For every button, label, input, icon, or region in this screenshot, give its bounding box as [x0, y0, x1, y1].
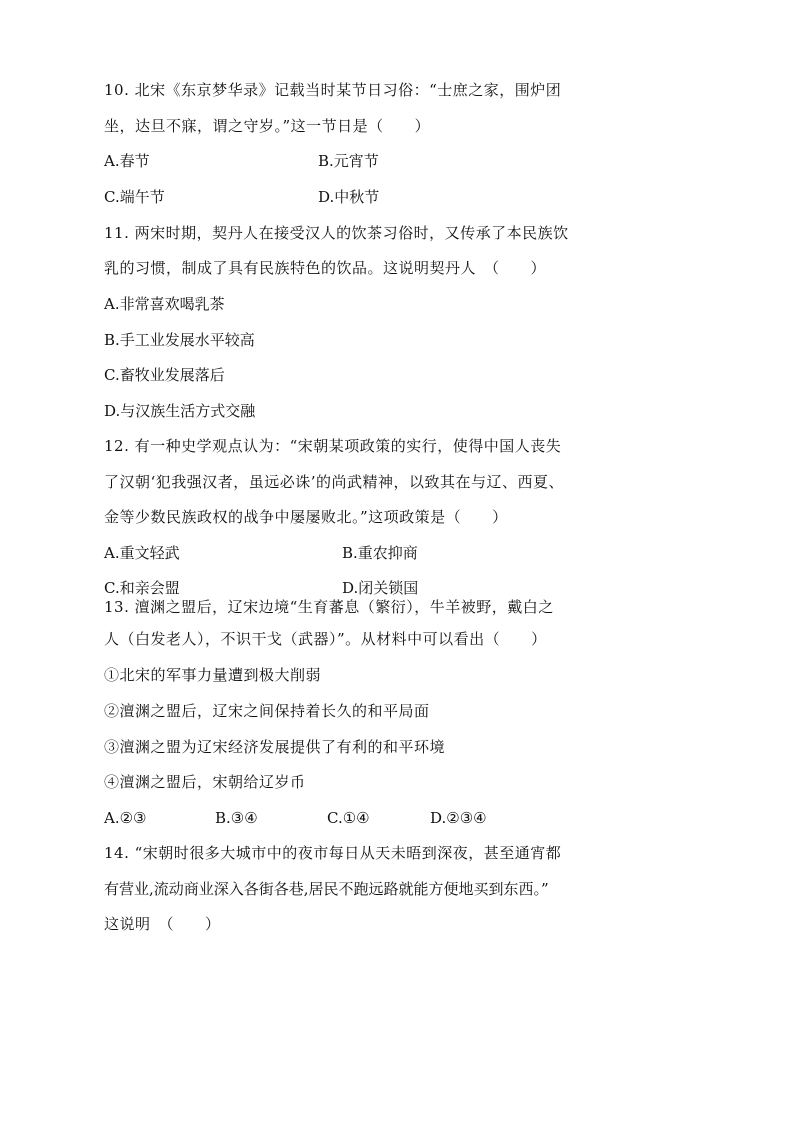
q13-stem-line-2: 人（白发老人），不识干戈（武器）”。从材料中可以看出（ ） [104, 630, 547, 648]
q13-statement-4: ④澶渊之盟后，宋朝给辽岁币 [104, 773, 306, 791]
q13-option-a: A.②③ [104, 809, 147, 827]
q11-option-d: D.与汉族生活方式交融 [104, 402, 256, 420]
q14-stem-line-3: 这说明 （ ） [104, 915, 221, 933]
q12-option-d: D.闭关锁国 [342, 579, 419, 597]
q14-stem-line-2: 有营业,流动商业深入各街各巷,居民不跑远路就能方便地买到东西。” [104, 880, 549, 898]
q12-option-b: B.重农抑商 [342, 544, 418, 562]
q13-option-b: B.③④ [215, 809, 258, 827]
q11-option-c: C.畜牧业发展落后 [104, 366, 225, 384]
q12-stem-line-3: 金等少数民族政权的战争中屡屡败北。”这项政策是（ ） [104, 508, 508, 526]
q13-statement-2: ②澶渊之盟后，辽宋之间保持着长久的和平局面 [104, 702, 430, 720]
q10-option-c: C.端午节 [104, 188, 165, 206]
q11-stem-line-1: 11. 两宋时期，契丹人在接受汉人的饮茶习俗时，又传承了本民族饮 [104, 224, 569, 242]
q12-stem-line-2: 了汉朝‘犯我强汉者，虽远必诛’的尚武精神，以致其在与辽、西夏、 [104, 473, 565, 491]
q10-option-d: D.中秋节 [318, 188, 380, 206]
q10-option-b: B.元宵节 [318, 152, 379, 170]
q10-stem-line-2: 坐，达旦不寐，谓之守岁。”这一节日是（ ） [104, 117, 431, 135]
q12-option-a: A.重文轻武 [104, 544, 180, 562]
q11-option-a: A.非常喜欢喝乳茶 [104, 295, 225, 313]
q13-statement-1: ①北宋的军事力量遭到极大削弱 [104, 666, 322, 684]
q13-option-c: C.①④ [327, 809, 370, 827]
q10-stem-line-1: 10. 北宋《东京梦华录》记载当时某节日习俗：“士庶之家，围炉团 [104, 81, 562, 99]
q13-stem-line-1: 13. 澶渊之盟后，辽宋边境“生育蕃息（繁衍），牛羊被野，戴白之 [104, 598, 554, 616]
q12-stem-line-1: 12. 有一种史学观点认为：“宋朝某项政策的实行，使得中国人丧失 [104, 437, 562, 455]
q14-stem-line-1: 14. “宋朝时很多大城市中的夜市每日从天未晤到深夜，甚至通宵都 [104, 844, 562, 862]
q11-option-b: B.手工业发展水平较高 [104, 331, 255, 349]
q11-stem-line-2: 乳的习惯，制成了具有民族特色的饮品。这说明契丹人 （ ） [104, 259, 547, 277]
q12-option-c: C.和亲会盟 [104, 579, 180, 597]
q10-option-a: A.春节 [104, 152, 150, 170]
q13-statement-3: ③澶渊之盟为辽宋经济发展提供了有利的和平环境 [104, 738, 446, 756]
q13-option-d: D.②③④ [430, 809, 487, 827]
